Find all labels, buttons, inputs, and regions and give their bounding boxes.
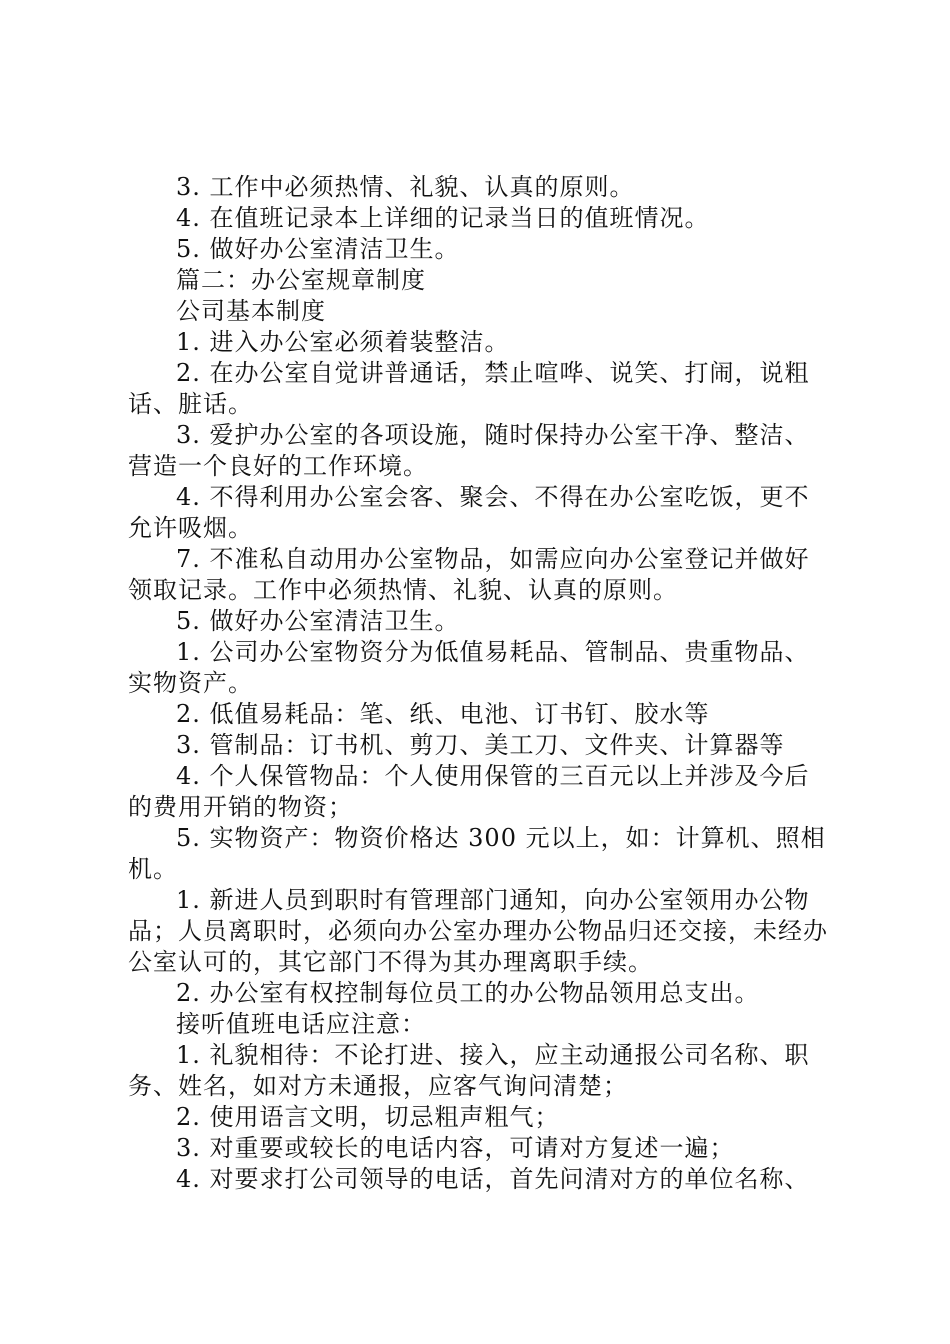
paragraph: 5. 做好办公室清洁卫生。 bbox=[176, 607, 460, 635]
paragraph: 4. 在值班记录本上详细的记录当日的值班情况。 bbox=[176, 204, 710, 232]
section-heading: 篇二：办公室规章制度 bbox=[176, 266, 426, 294]
paragraph: 3. 管制品：订书机、剪刀、美工刀、文件夹、计算器等 bbox=[176, 731, 785, 759]
paragraph: 2. 低值易耗品：笔、纸、电池、订书钉、胶水等 bbox=[176, 700, 710, 728]
paragraph: 5. 实物资产：物资价格达 300 元以上，如：计算机、照相机。 bbox=[128, 824, 826, 883]
paragraph: 3. 爱护办公室的各项设施，随时保持办公室干净、整洁、营造一个良好的工作环境。 bbox=[128, 421, 810, 480]
paragraph: 2. 办公室有权控制每位员工的办公物品领用总支出。 bbox=[176, 979, 760, 1007]
paragraph: 7. 不准私自动用办公室物品，如需应向办公室登记并做好领取记录。工作中必须热情、礼貌、认真的原则。 bbox=[128, 545, 810, 604]
paragraph: 1. 新进人员到职时有管理部门通知，向办公室领用办公物品；人员离职时，必须向办公室办理办公物品归还交接，未经办公室认可的，其它部门不得为其办理离职手续。 bbox=[128, 886, 828, 976]
paragraph: 1. 礼貌相待：不论打进、接入，应主动通报公司名称、职务、姓名，如对方未通报，应客气询问清楚； bbox=[128, 1041, 810, 1100]
paragraph: 2. 在办公室自觉讲普通话，禁止喧哗、说笑、打闹，说粗话、脏话。 bbox=[128, 359, 810, 418]
paragraph: 3. 工作中必须热情、礼貌、认真的原则。 bbox=[176, 173, 635, 201]
subsection-heading: 接听值班电话应注意： bbox=[176, 1010, 426, 1038]
paragraph: 1. 公司办公室物资分为低值易耗品、管制品、贵重物品、实物资产。 bbox=[128, 638, 810, 697]
paragraph: 4. 对要求打公司领导的电话，首先问清对方的单位名称、 bbox=[176, 1165, 810, 1193]
paragraph: 4. 个人保管物品：个人使用保管的三百元以上并涉及今后的费用开销的物资； bbox=[128, 762, 810, 821]
paragraph: 5. 做好办公室清洁卫生。 bbox=[176, 235, 460, 263]
paragraph: 3. 对重要或较长的电话内容，可请对方复述一遍； bbox=[176, 1134, 735, 1162]
document-body bbox=[128, 172, 834, 1195]
subsection-heading: 公司基本制度 bbox=[176, 297, 326, 325]
paragraph: 1. 进入办公室必须着装整洁。 bbox=[176, 328, 510, 356]
paragraph: 4. 不得利用办公室会客、聚会、不得在办公室吃饭，更不允许吸烟。 bbox=[128, 483, 810, 542]
paragraph: 2. 使用语言文明，切忌粗声粗气； bbox=[176, 1103, 560, 1131]
